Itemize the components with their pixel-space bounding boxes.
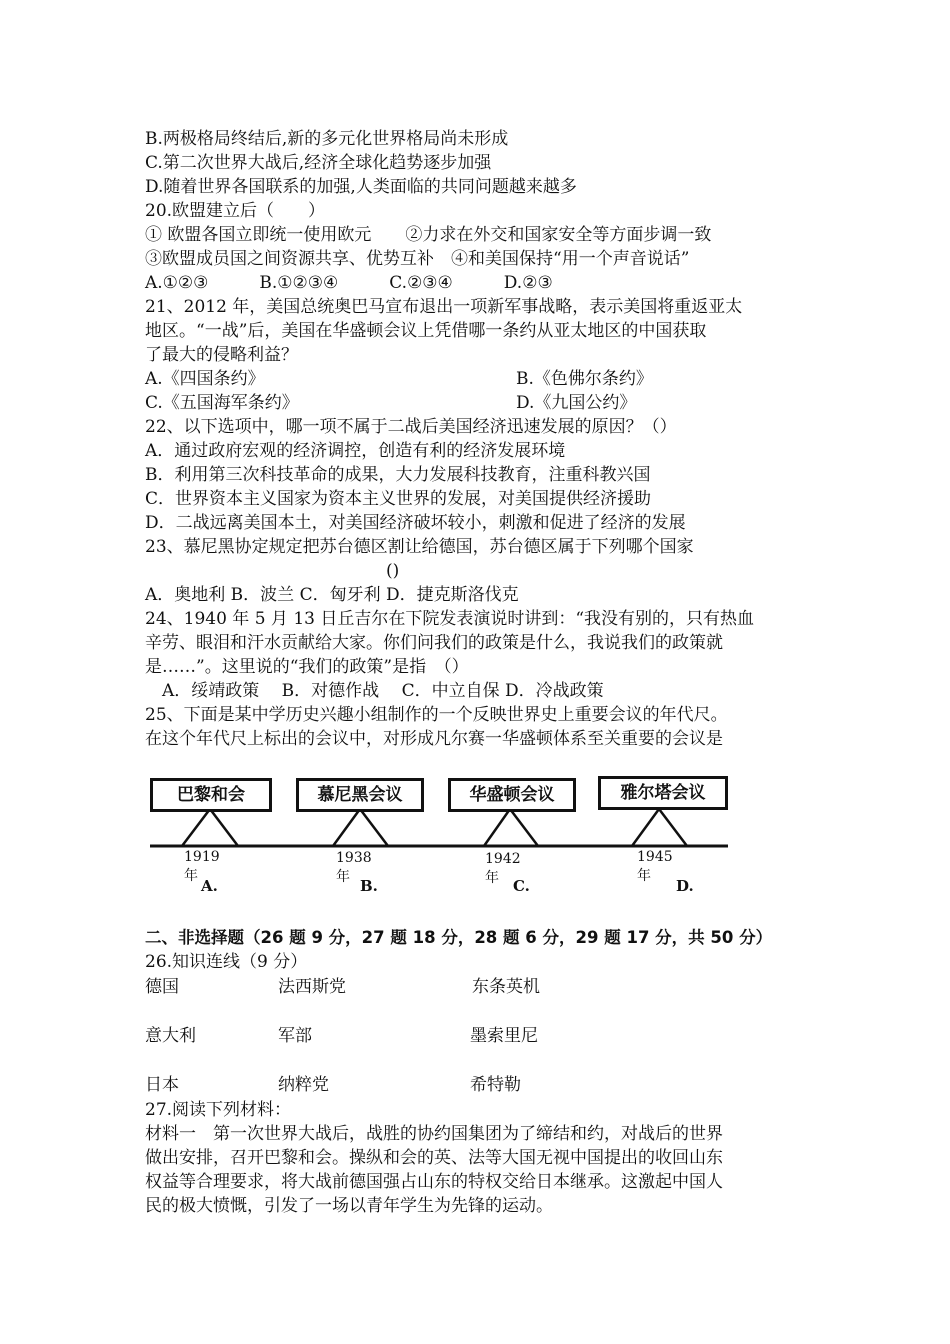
timeline-event-munich: 慕尼黑会议 <box>296 778 424 812</box>
q24-stem-line1: 24、1940 年 5 月 13 日丘吉尔在下院发表演说时讲到：“我没有别的，只有热血 <box>145 609 755 629</box>
q23-options: A．奥地利 B．波兰 C．匈牙利 D．捷克斯洛伐克 <box>145 585 519 605</box>
q19-option-d: D.随着世界各国联系的加强,人类面临的共同问题越来越多 <box>145 177 577 197</box>
q25-stem-line2: 在这个年代尺上标出的会议中，对形成凡尔赛一华盛顿体系至关重要的会议是 <box>145 729 723 749</box>
q27-material1-line1: 材料一 第一次世界大战后，战胜的协约国集团为了缔结和约，对战后的世界 <box>145 1124 723 1144</box>
q23-answer-paren: () <box>386 561 400 581</box>
q26-party-1: 法西斯党 <box>278 977 346 997</box>
q20-options: A.①②③ B.①②③④ C.②③④ D.②③ <box>145 273 553 293</box>
timeline-letter-b: B. <box>360 877 378 895</box>
q21-stem-line1: 21、2012 年，美国总统奥巴马宣布退出一项新军事战略，表示美国将重返亚太 <box>145 297 743 317</box>
timeline-letter-c: C. <box>513 877 530 895</box>
timeline-event-washington: 华盛顿会议 <box>448 778 576 812</box>
q27-material1-line2: 做出安排，召开巴黎和会。操纵和会的英、法等大国无视中国提出的收回山东 <box>145 1148 723 1168</box>
timeline-letter-a: A. <box>201 877 218 895</box>
q26-party-3: 纳粹党 <box>278 1075 329 1095</box>
section2-heading: 二、非选择题（26 题 9 分，27 题 18 分，28 题 6 分，29 题 17 分，共 50 分） <box>145 928 773 947</box>
q22-option-b: B．利用第三次科技革命的成果，大力发展科技教育，注重科教兴国 <box>145 465 651 485</box>
q26-leader-1: 东条英机 <box>472 977 540 997</box>
q25-stem-line1: 25、下面是某中学历史兴趣小组制作的一个反映世界史上重要会议的年代尺。 <box>145 705 728 725</box>
q23-stem: 23、慕尼黑协定规定把苏台德区割让给德国，苏台德区属于下列哪个国家 <box>145 537 694 557</box>
q26-leader-3: 希特勒 <box>470 1075 521 1095</box>
timeline-year-1919: 1919年 <box>184 849 220 884</box>
q24-options: A．绥靖政策 B．对德作战 C．中立自保 D．冷战政策 <box>145 681 604 701</box>
q26-country-2: 意大利 <box>145 1026 196 1046</box>
q20-stem: 20.欧盟建立后（ ） <box>145 201 326 221</box>
q27-material1-line4: 民的极大愤慨，引发了一场以青年学生为先锋的运动。 <box>145 1196 553 1216</box>
timeline-year-1938: 1938年 <box>336 850 372 885</box>
q26-leader-2: 墨索里尼 <box>470 1026 538 1046</box>
q21-option-d: D.《九国公约》 <box>516 393 637 413</box>
q22-option-c: C．世界资本主义国家为资本主义世界的发展，对美国提供经济援助 <box>145 489 652 509</box>
q22-option-d: D．二战远离美国本土，对美国经济破坏较小，刺激和促进了经济的发展 <box>145 513 686 533</box>
q19-option-b: B.两极格局终结后,新的多元化世界格局尚未形成 <box>145 129 509 149</box>
timeline-marker-1938 <box>333 809 388 846</box>
q20-statement-1-2: ① 欧盟各国立即统一使用欧元 ②力求在外交和国家安全等方面步调一致 <box>145 225 712 245</box>
q21-option-c: C.《五国海军条约》 <box>145 393 299 413</box>
q26-country-1: 德国 <box>145 977 179 997</box>
q22-option-a: A．通过政府宏观的经济调控，创造有利的经济发展环境 <box>145 441 566 461</box>
timeline-letter-d: D. <box>676 877 694 895</box>
q26-title: 26.知识连线（9 分） <box>145 952 308 972</box>
q27-material1-line3: 权益等合理要求，将大战前德国强占山东的特权交给日本继承。这激起中国人 <box>145 1172 723 1192</box>
q21-option-a: A.《四国条约》 <box>145 369 265 389</box>
q27-title: 27.阅读下列材料： <box>145 1100 292 1120</box>
q21-stem-line2: 地区。“一战”后，美国在华盛顿会议上凭借哪一条约从亚太地区的中国获取 <box>145 321 707 341</box>
timeline-marker-1942 <box>484 809 538 846</box>
timeline-event-paris: 巴黎和会 <box>150 778 272 812</box>
timeline-year-1945: 1945年 <box>637 849 673 884</box>
timeline-marker-1919 <box>182 809 238 846</box>
q22-stem: 22、以下选项中，哪一项不属于二战后美国经济迅速发展的原因？（） <box>145 417 677 437</box>
timeline-event-yalta: 雅尔塔会议 <box>598 776 728 810</box>
timeline-year-1942: 1942年 <box>485 851 521 886</box>
q26-country-3: 日本 <box>145 1075 179 1095</box>
q26-party-2: 军部 <box>278 1026 312 1046</box>
q21-option-b: B.《色佛尔条约》 <box>516 369 653 389</box>
q20-statement-3-4: ③欧盟成员国之间资源共享、优势互补 ④和美国保持“用一个声音说话” <box>145 249 690 269</box>
q19-option-c: C.第二次世界大战后,经济全球化趋势逐步加强 <box>145 153 492 173</box>
q24-stem-line3: 是……”。这里说的“我们的政策”是指 （） <box>145 657 469 677</box>
timeline-marker-1945 <box>632 809 687 846</box>
q21-stem-line3: 了最大的侵略利益？ <box>145 345 298 365</box>
q24-stem-line2: 辛劳、眼泪和汗水贡献给大家。你们问我们的政策是什么，我说我们的政策就 <box>145 633 723 653</box>
